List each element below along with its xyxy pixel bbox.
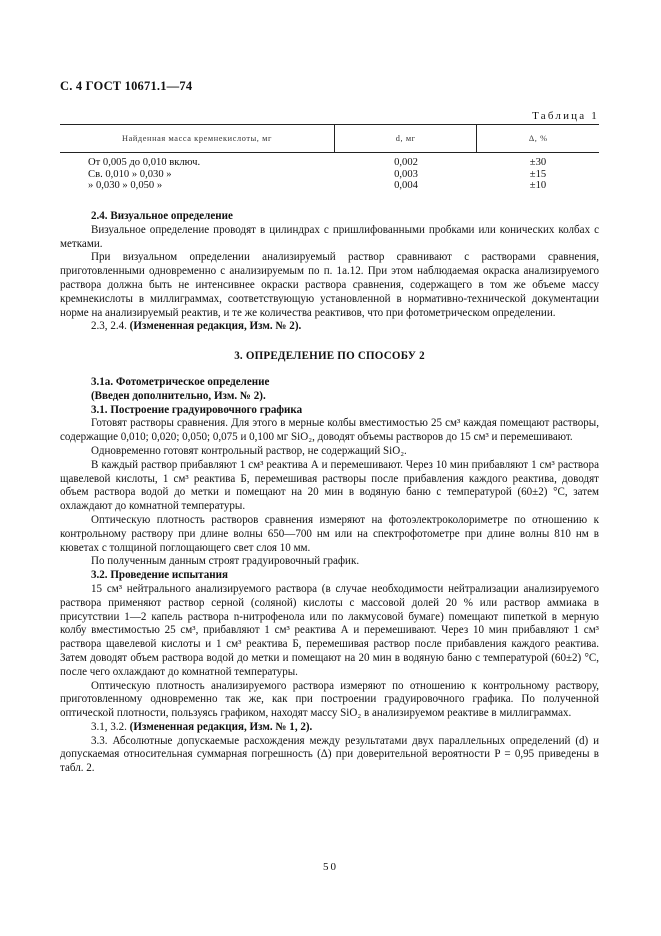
amendment-text: (Измененная редакция, Изм. № 2). xyxy=(129,320,302,333)
body-text xyxy=(60,210,599,776)
table-row xyxy=(60,157,599,169)
accuracy-table xyxy=(60,124,599,192)
amendment-ref: 2.3, 2.4. xyxy=(91,320,130,333)
section-3-1-paragraph: По полученным данным строят градуировочный график. xyxy=(91,555,360,568)
section-3-1-title: 3.1. Построение градуировочного графика xyxy=(91,403,303,416)
section-3-2-paragraph: Оптическую плотность анализируемого раствора измеряют по отношению к контрольному раствору, приготовленному одновременно так же, как при построении градуировочного графика. По полученной оптической плотности, пользуясь графиком, находят массу SiO₂ в анализируемом реактиве в миллиграммах. xyxy=(60,679,599,720)
amendment-note xyxy=(60,721,599,735)
section-2-4-paragraph: При визуальном определении анализируемый раствор сравнивают с растворами сравнения, приготовленными одновременно с анализируемым по п. 1а.12. При этом наблюдаемая окраска анализируемого раствора должна быть не интенсивнее окраски раствора сравнения, содержащего в том же объеме массу кремнекислоты в миллиграммах, соответствующую установленной в нормативно-технической документации норме на анализируемый реактив, и те же количества реактивов, что при фотометрическом определении. xyxy=(60,251,599,319)
table-header-d: d, мг xyxy=(335,125,477,152)
table-cell-delta: ±30 xyxy=(529,157,547,168)
amendment-ref: 3.1, 3.2. xyxy=(91,720,130,733)
section-3-1-paragraph: Одновременно готовят контрольный раствор, не содержащий SiO₂. xyxy=(91,444,407,457)
page-header: С. 4 ГОСТ 10671.1—74 xyxy=(60,79,193,93)
table-header-delta: Δ, % xyxy=(528,134,548,143)
table-cell-d: 0,003 xyxy=(394,168,418,180)
table-row xyxy=(60,180,599,192)
section-3-3-paragraph: 3.3. Абсолютные допускаемые расхождения между результатами двух параллельных определений (d) и допускаемая относительная суммарная погрешность (Δ) при доверительной вероятности P = 0,95 приведены в табл. 2. xyxy=(60,734,599,775)
section-3-2-paragraph: 15 см³ нейтрального анализируемого раствора (в случае необходимости нейтрализации анализируемого раствора применяют раствор серной (соляной) кислоты с массовой долей 20 % или раствор аммиака в присутствии 1—2 капель раствора n-нитрофенола или по лакмусовой бумаге) помещают пипеткой в мерную колбу вместимостью 25 см³, прибавляют 1 см³ реактива А и перемешивают. Через 10 мин прибавляют 1 см³ раствора щавелевой кислоты и 1 см³ реактива Б, перемешивая раствор после прибавления каждого реактива. Затем доводят объем раствора водой до метки и помещают на 20 мин в водяную баню с температурой (60±2) °С, после чего охлаждают до комнатной температуры. xyxy=(60,582,599,678)
section-3-1a-note: (Введен дополнительно, Изм. № 2). xyxy=(91,389,266,402)
table-cell-mass: Св. 0,010 » 0,030 » xyxy=(88,168,172,180)
section-3-title: 3. ОПРЕДЕЛЕНИЕ ПО СПОСОБУ 2 xyxy=(234,350,425,363)
page-number: 50 xyxy=(323,861,338,873)
amendment-note xyxy=(60,320,599,334)
table-cell-d: 0,004 xyxy=(394,180,418,192)
table-cell-mass: От 0,005 до 0,010 включ. xyxy=(88,157,201,168)
section-3-1-paragraph: В каждый раствор прибавляют 1 см³ реактива А и перемешивают. Через 10 мин прибавляют 1 см³ раствора щавелевой кислоты, 1 см³ реактива Б, перемешивая растворы после прибавления каждого реактива, доводят объем раствора водой до метки и помещают на 20 мин в водяную баню с температурой (60±2) °С, затем охлаждают до комнатной температуры. xyxy=(60,458,599,513)
section-3-2-title: 3.2. Проведение испытания xyxy=(91,569,228,582)
section-2-4-title: 2.4. Визуальное определение xyxy=(91,210,233,222)
section-3-1-paragraph: Готовят растворы сравнения. Для этого в мерные колбы вместимостью 25 см³ каждая помещают растворы, содержащие 0,010; 0,020; 0,050; 0,075 и 0,100 мг SiO₂, доводят объемы растворов до 15 см³ и перемешивают. xyxy=(60,417,599,444)
section-3-1a-title: 3.1а. Фотометрическое определение xyxy=(91,375,270,388)
table-caption: Таблица 1 xyxy=(532,110,599,122)
table-row xyxy=(60,169,599,181)
amendment-text: (Измененная редакция, Изм. № 1, 2). xyxy=(129,720,313,733)
section-3-1-paragraph: Оптическую плотность растворов сравнения измеряют на фотоэлектроколориметре по отношению к контрольному раствору при длине волны 650—700 нм или на спектрофотометре при длине волны 810 нм в кюветах с толщиной поглощающего свет слоя 10 мм. xyxy=(60,513,599,554)
table-header-mass: Найденная масса кремнекислоты, мг xyxy=(60,125,335,152)
table-cell-delta: ±10 xyxy=(529,180,547,192)
table-body xyxy=(60,153,599,192)
table-cell-mass: » 0,030 » 0,050 » xyxy=(88,180,163,192)
table-cell-d: 0,002 xyxy=(394,157,418,168)
table-cell-delta: ±15 xyxy=(529,168,547,180)
section-2-4-paragraph: Визуальное определение проводят в цилиндрах с пришлифованными пробками или конических колбах с метками. xyxy=(60,223,599,250)
table-header-row xyxy=(60,125,599,153)
